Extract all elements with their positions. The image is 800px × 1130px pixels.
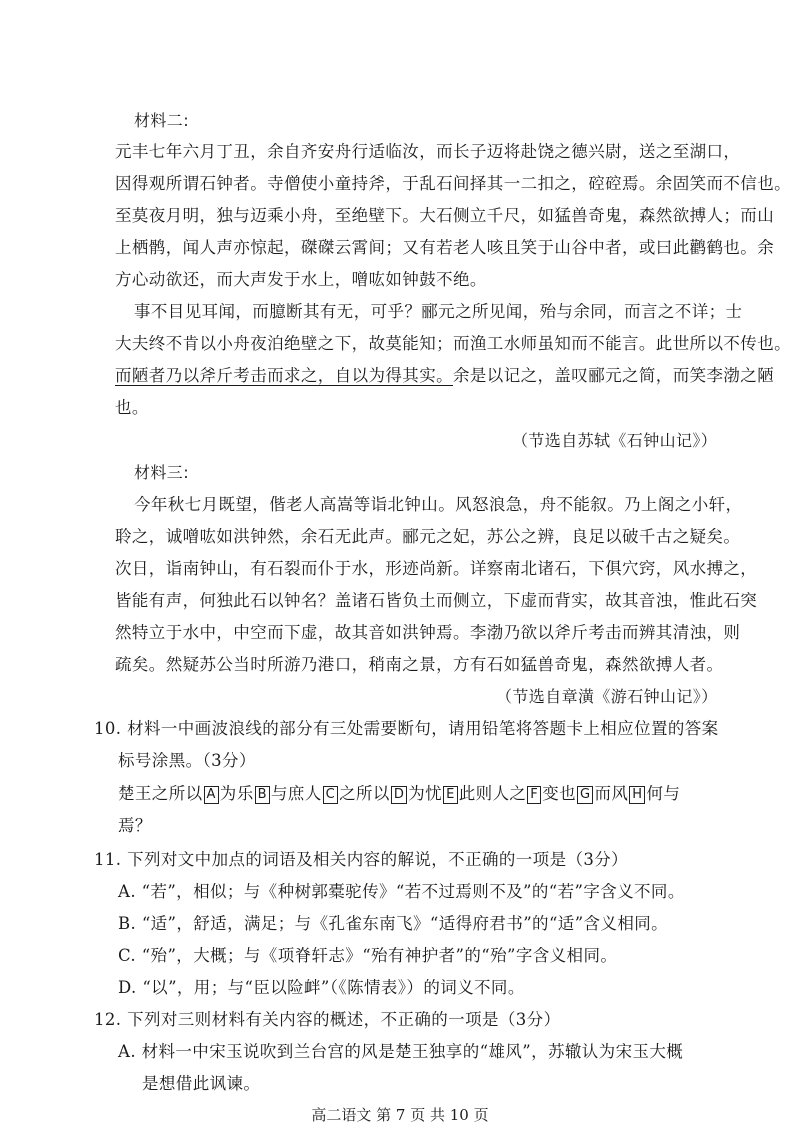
answer-box-a[interactable]: A: [204, 786, 219, 804]
q12-stem: 12. 下列对三则材料有关内容的概述，不正确的一项是（3分）: [94, 1010, 561, 1029]
answer-box-h[interactable]: H: [629, 786, 645, 804]
material3-line-3: 次日，诣南钟山，有石裂而仆于水，形迹尚新。详察南北诸石，下俱穴窍，风水搏之，: [115, 559, 758, 578]
q10-segment: 变也: [542, 784, 576, 803]
q12-option-a: A. 材料一中宋玉说吹到兰台宫的风是楚王独享的“雄风”，苏辙认为宋玉大概: [118, 1042, 684, 1061]
material2-line-6: 事不目见耳闻，而臆断其有无，可乎？郦元之所见闻，殆与余同，而言之不详；士: [134, 302, 743, 321]
material2-line-9: 也。: [115, 398, 149, 417]
q10-segment: 为乐: [219, 784, 254, 803]
q10-segment: 楚王之所以: [118, 784, 203, 803]
material3-line-2: 聆之，诚噌吰如洪钟然，余石无此声。郦元之妃，苏公之辨，良足以破千古之疑矣。: [115, 527, 741, 546]
answer-box-f[interactable]: F: [527, 786, 541, 804]
q11-option-b: B. “适”，舒适，满足；与《孔雀东南飞》“适得府君书”的“适”含义相同。: [118, 914, 669, 933]
page-footer: 高二语文 第 7 页 共 10 页: [311, 1106, 489, 1124]
material2-underlined-sentence: 而陋者乃以斧斤考击而求之，自以为得其实。: [115, 366, 453, 385]
q12-option-a-cont: 是想借此讽谏。: [142, 1074, 261, 1093]
q10-segment: 此则人之: [458, 784, 527, 803]
q10-sentence-line: [118, 783, 680, 805]
answer-box-d[interactable]: D: [391, 786, 407, 804]
q10-stem-cont: 标号涂黑。（3分）: [118, 751, 256, 770]
material3-source: （节选自章潢《游石钟山记》）: [496, 687, 718, 706]
material3-line-6: 疏矣。然疑苏公当时所游乃港口，稍南之景，方有石如猛兽奇鬼，森然欲搏人者。: [115, 655, 724, 674]
material3-line-5: 然特立于水中，中空而下虚，故其音如洪钟焉。李渤乃欲以斧斤考击而辨其清浊，则: [115, 623, 741, 642]
q10-segment: 为忧: [408, 784, 443, 803]
material2-line-4: 上栖鹘，闻人声亦惊起，磔磔云霄间；又有若老人咳且笑于山谷中者，或曰此鹳鹤也。余: [115, 238, 775, 257]
material2-line-5: 方心动欲还，而大声发于水上，噌吰如钟鼓不绝。: [115, 270, 487, 289]
material2-line-7: 大夫终不肯以小舟夜泊绝壁之下，故莫能知；而渔工水师虽知而不能言。此世所以不传也。: [115, 334, 791, 353]
material2-heading: 材料二:: [134, 111, 189, 130]
material2-line-3: 至莫夜月明，独与迈乘小舟，至绝壁下。大石侧立千尺，如猛兽奇鬼，森然欲搏人；而山: [115, 206, 775, 225]
answer-box-g[interactable]: G: [577, 786, 593, 804]
q10-segment: 而风: [594, 784, 629, 803]
material2-source: （节选自苏轼《石钟山记》）: [512, 431, 718, 450]
answer-box-e[interactable]: E: [443, 786, 458, 804]
q10-segment: 之所以: [339, 784, 390, 803]
material2-line-2: 因得观所谓石钟者。寺僧使小童持斧，于乱石间择其一二扣之，硿硿焉。余固笑而不信也。: [115, 174, 791, 193]
q10-sentence-end: 焉？: [118, 816, 152, 835]
q11-option-d: D. “以”，用；与“臣以险衅”（《陈情表》）的词义不同。: [118, 978, 525, 997]
q10-segment: 与庶人: [270, 784, 322, 803]
material3-line-1: 今年秋七月既望，偕老人高嵩等诣北钟山。风怒浪急，舟不能叙。乃上阁之小轩，: [134, 495, 743, 514]
material2-after-underline: 余是以记之，盖叹郦元之简，而笑李渤之陋: [453, 366, 775, 385]
material2-line-8: [115, 365, 774, 387]
q10-stem: 10. 材料一中画波浪线的部分有三处需要断句，请用铅笔将答题卡上相应位置的答案: [94, 719, 719, 738]
q10-segment: 何与: [646, 784, 681, 803]
q11-stem: 11. 下列对文中加点的词语及相关内容的解说，不正确的一项是（3分）: [94, 850, 629, 869]
answer-box-c[interactable]: C: [323, 786, 338, 804]
material3-heading: 材料三:: [134, 463, 189, 482]
q11-option-a: A. “若”，相似；与《种树郭橐驼传》“若不过焉则不及”的“若”字含义不同。: [118, 882, 685, 901]
answer-box-b[interactable]: B: [255, 786, 270, 804]
material3-line-4: 皆能有声，何独此石以钟名？盖诸石皆负土而侧立，下虚而背实，故其音浊，惟此石突: [115, 591, 758, 610]
q11-option-c: C. “殆”，大概；与《项脊轩志》“殆有神护者”的“殆”字含义相同。: [118, 946, 618, 965]
material2-line-1: 元丰七年六月丁丑，余自齐安舟行适临汝，而长子迈将赴饶之德兴尉，送之至湖口，: [115, 142, 741, 161]
